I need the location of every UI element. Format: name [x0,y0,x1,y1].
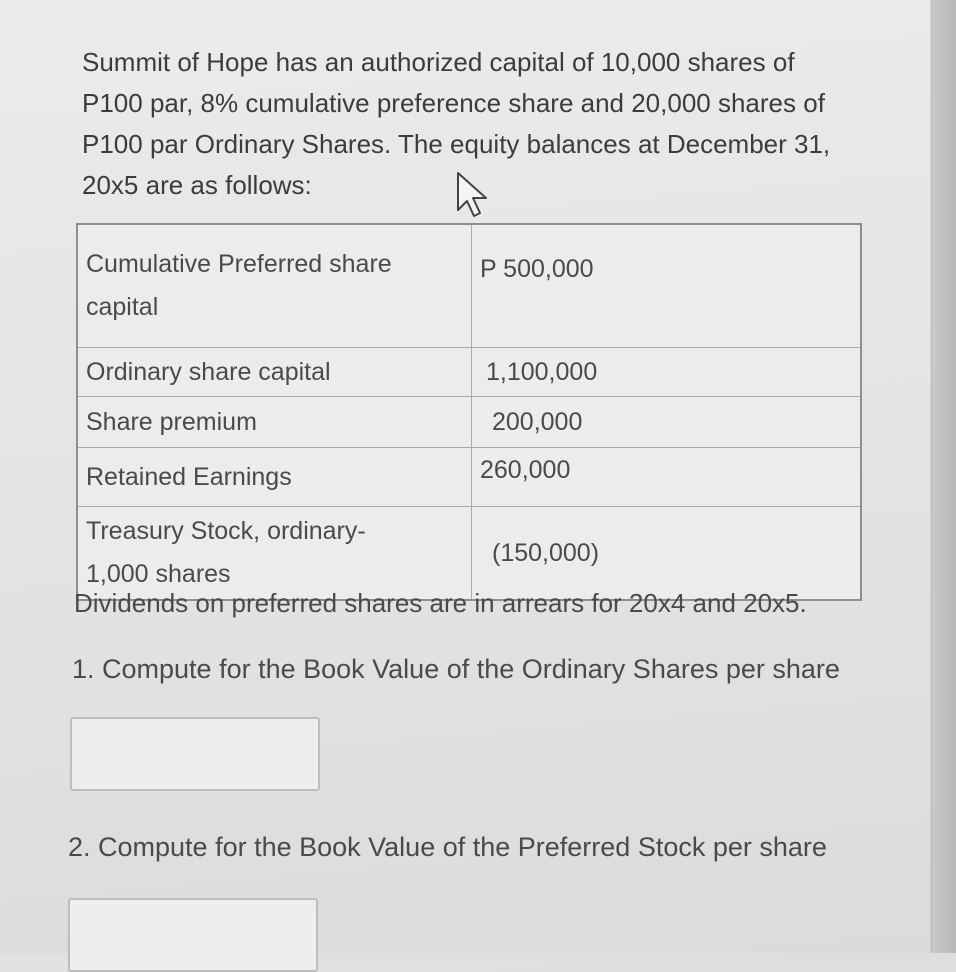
label-line: Cumulative Preferred share [86,250,392,278]
label-line: capital [86,293,159,321]
row-label: Retained Earnings [77,448,472,507]
question-2-text: 2. Compute for the Book Value of the Preferred Stock per share [68,832,827,862]
row-label: Share premium [77,397,472,448]
problem-line: Summit of Hope has an authorized capital of 10,000 shares of [82,47,795,77]
label-line: 1,000 shares [86,560,231,588]
row-value: 200,000 [472,397,862,448]
row-value: P 500,000 [472,224,862,348]
problem-line: P100 par Ordinary Shares. The equity balances at December 31, [82,129,831,159]
table-row [77,397,861,448]
question-1-text: 1. Compute for the Book Value of the Ordinary Shares per share [72,654,840,684]
table-row [77,507,861,601]
table-row [77,348,861,397]
screen-edge [931,0,956,953]
equity-balances-table [76,223,862,601]
problem-line: P100 par, 8% cumulative preference share and 20,000 shares of [82,88,825,118]
row-value: 1,100,000 [472,348,862,397]
row-label [77,507,472,601]
table-row [77,448,861,507]
question-2-answer-input[interactable] [68,898,318,972]
label-line: Treasury Stock, ordinary- [86,517,366,545]
mouse-pointer-icon [452,170,492,220]
dividends-note: Dividends on preferred shares are in arrears for 20x4 and 20x5. [74,588,807,618]
row-value: (150,000) [472,507,862,601]
row-value: 260,000 [472,448,862,507]
problem-line: 20x5 are as follows: [82,170,312,200]
question-1-answer-input[interactable] [70,717,320,791]
table-row [77,224,861,348]
row-label: Ordinary share capital [77,348,472,397]
row-label [77,224,472,348]
